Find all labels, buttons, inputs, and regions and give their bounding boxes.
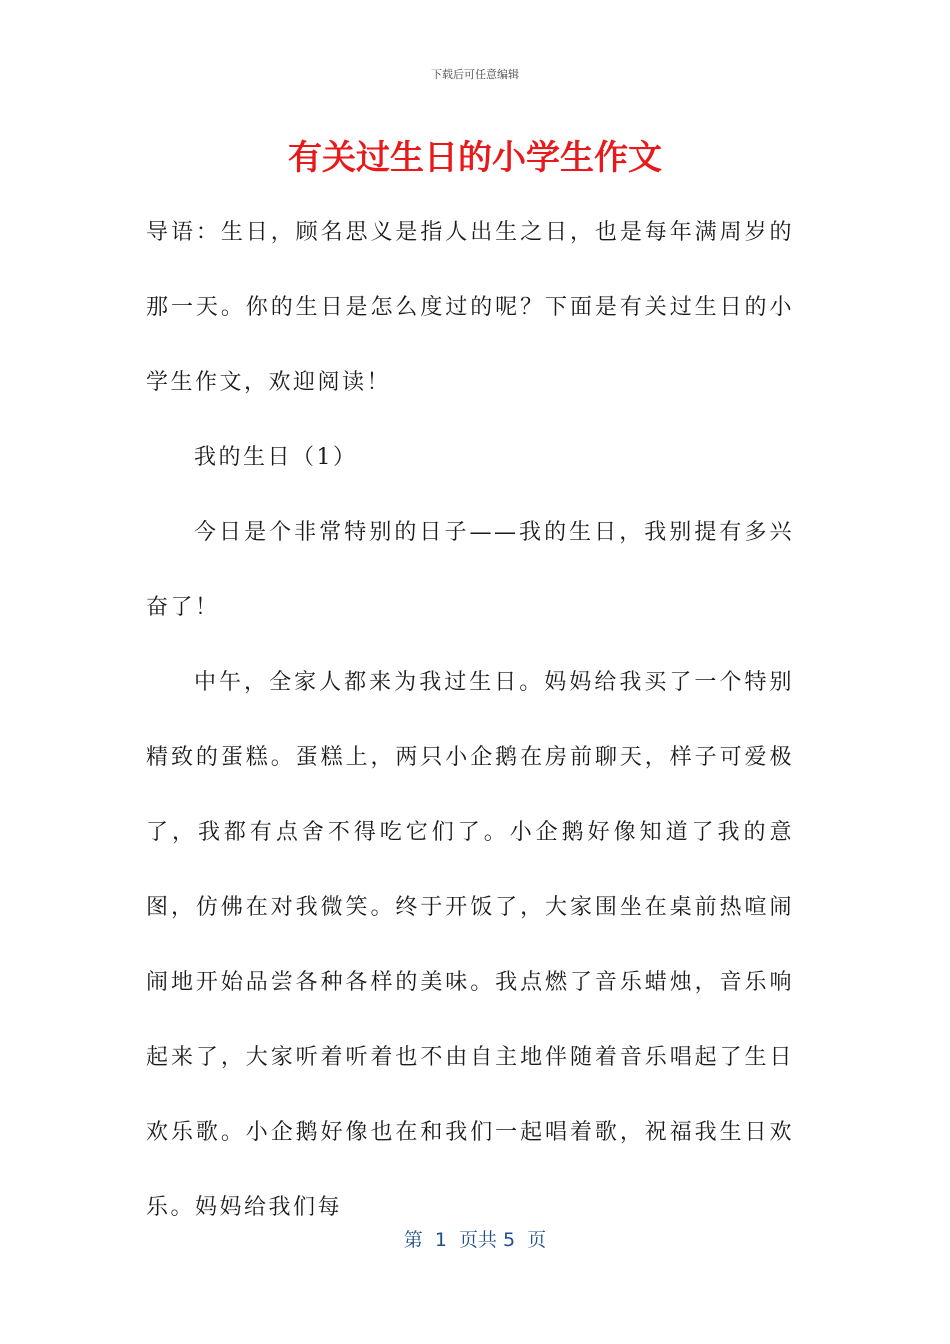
paragraph-subheading: 我的生日（1） [194,445,358,470]
header-note: 下载后可任意编辑 [431,68,519,81]
page-footer: 第 1 页共 5 页 [403,1229,547,1251]
paragraph-intro: 导语：生日，顾名思义是指人出生之日，也是每年满周岁的那一天。你的生日是怎么度过的呢？下面是有关过生日的小学生作文，欢迎阅读！ [146,220,794,395]
paragraph-opening: 今日是个非常特别的日子——我的生日，我别提有多兴奋了！ [146,520,794,620]
document-body [146,195,794,1245]
paragraph-main: 中午，全家人都来为我过生日。妈妈给我买了一个特别精致的蛋糕。蛋糕上，两只小企鹅在房前聊天，样子可爱极了，我都有点舍不得吃它们了。小企鹅好像知道了我的意图，仿佛在对我微笑。终于开饭了，大家围坐在桌前热喧闹闹地开始品尝各种各样的美味。我点燃了音乐蜡烛，音乐响起来了，大家听着听着也不由自主地伴随着音乐唱起了生日欢乐歌。小企鹅好像也在和我们一起唱着歌，祝福我生日欢乐。妈妈给我们每 [146,670,794,1220]
document-title: 有关过生日的小学生作文 [288,138,662,178]
